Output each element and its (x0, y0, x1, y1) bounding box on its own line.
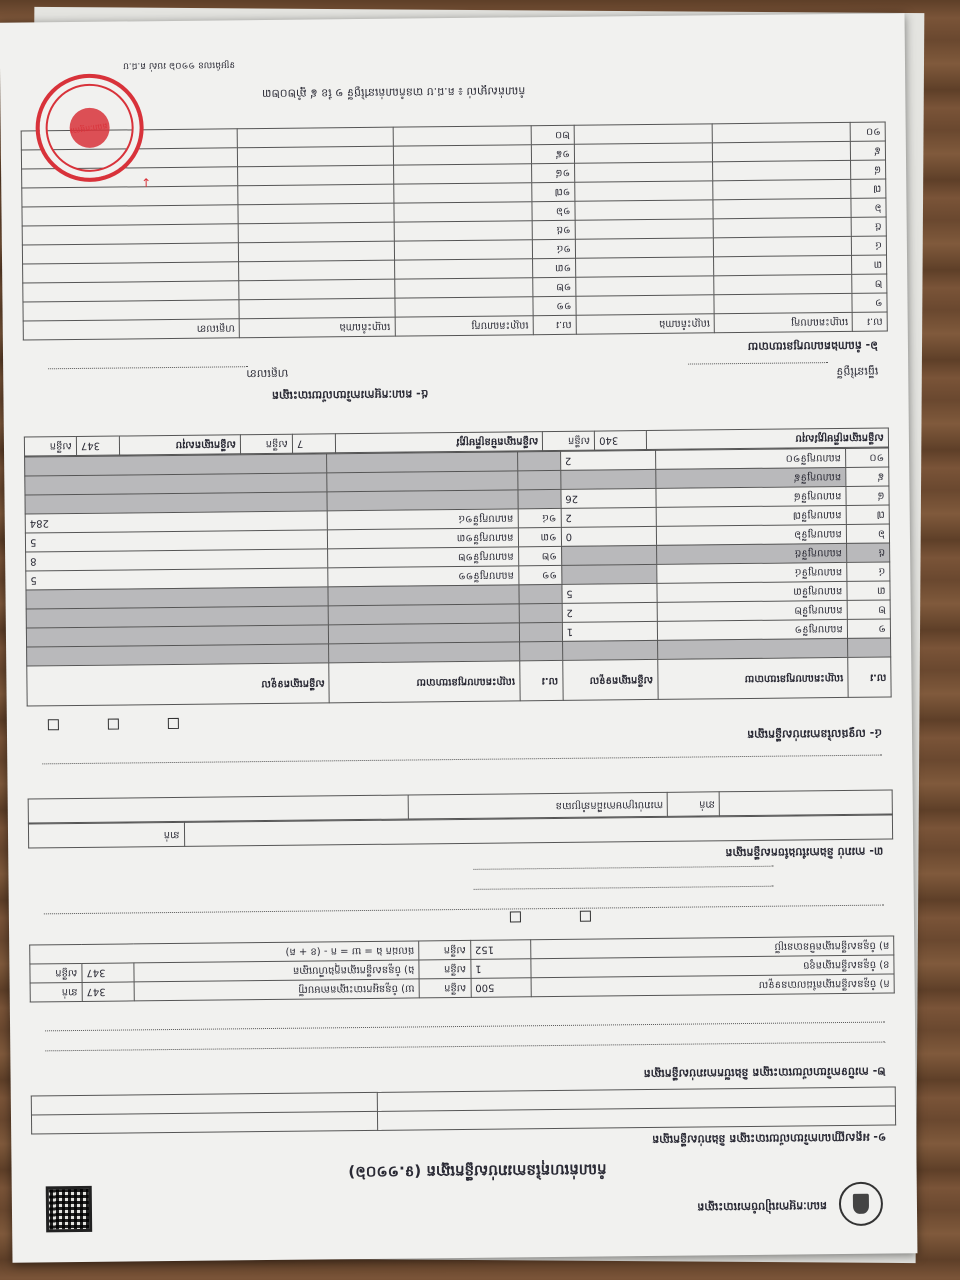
row-votes: 284 (25, 511, 328, 533)
counting-place-note: ការរាប់ក្រោមការដឹកនាំប្រធាន (408, 792, 667, 819)
rep-row-no: ៩ (851, 141, 886, 160)
rep-row-no: ៣ (852, 255, 887, 274)
checkbox-no[interactable] (580, 911, 591, 922)
verification-line (44, 905, 884, 928)
received-ballots-label: ក) ចំនួនសន្លឹកឆ្នោតដែលបានទទួល (531, 974, 894, 997)
row-party: គណបក្សទី១១ (328, 566, 518, 587)
closing-note-line (45, 1022, 885, 1045)
results-table (24, 427, 892, 706)
representatives-table (21, 121, 888, 340)
unused-ballots-value: 152 (470, 940, 531, 960)
rep-row-no2: ២០ (531, 125, 574, 144)
rep-col-no: ល.រ (853, 312, 888, 331)
rep-row-no2: ១៣ (532, 258, 575, 277)
spoiled-ballots-value: 1 (471, 959, 532, 979)
spoiled-ballots-label: ខ) ចំនួនសន្លឹកឆ្នោតខូច (531, 955, 894, 978)
results-col-votes: សន្លឹកឆ្នោតទទួល (562, 659, 657, 700)
observation-line-1 (474, 886, 774, 903)
registered-voters-unit: នាក់ (30, 982, 82, 1002)
row-party: គណបក្សទី១៣ (328, 528, 518, 549)
row-votes: 1 (562, 621, 657, 641)
row-no: ៦ (846, 524, 889, 543)
total-all-label: សន្លឹកឆ្នោតសរុប (119, 435, 240, 455)
rep-row-no2: ១៦ (532, 201, 575, 220)
row-votes: 26 (561, 488, 656, 508)
rep-col-no2: ល.រ (533, 315, 576, 334)
row-votes: 5 (25, 530, 328, 552)
row-no: ១៤ (518, 508, 561, 527)
row-party: គណបក្សទី៨ (656, 486, 846, 507)
ballots-in-box-unit: សន្លឹក (30, 963, 82, 983)
row-no: ១២ (518, 546, 561, 565)
section1-table (31, 1086, 896, 1134)
counting-supervisor-cell (28, 795, 408, 823)
rep-col-rep2: ឈ្មោះតំណាង (239, 317, 395, 338)
checkbox-yes[interactable] (510, 911, 521, 922)
row-party: គណបក្សទី១០ (655, 448, 845, 469)
issuer: គណៈកម្មការរៀបចំការបោះឆ្នោត (697, 1199, 828, 1214)
row-party: គណបក្សទី១២ (328, 547, 518, 568)
section5-title: ៥- គណៈកម្មការការិយាល័យបោះឆ្នោត (271, 387, 429, 402)
counting-place-cell (719, 790, 892, 816)
seal-text: គណៈកម្មការ (69, 121, 108, 136)
row-votes: 5 (562, 583, 657, 603)
checkbox-option-2[interactable] (108, 719, 119, 730)
ballot-formula: ផលដក ង = ឃ = ក - (ខ + គ) (30, 941, 419, 964)
registered-voters-label: ឃ) ចំនួនអ្នកបោះឆ្នោតតាមបញ្ជី (134, 979, 419, 1001)
province-cell (31, 1092, 377, 1115)
row-party: គណបក្សទី៤ (656, 562, 846, 583)
rep-col-party2: ឈ្មោះគណបក្ស (395, 316, 533, 336)
results-col-party2: ឈ្មោះគណបក្សនយោបាយ (329, 661, 519, 703)
unused-ballots-label: គ) ចំនួនសន្លឹកឆ្នោតមិនបានប្រើ (531, 936, 894, 959)
official-seal-stamp (35, 73, 144, 182)
rep-row-no: ១០ (851, 122, 886, 141)
row-party: គណបក្សទី៩ (655, 467, 845, 488)
signature-line (48, 366, 248, 370)
row-no: ៨ (846, 486, 889, 505)
rep-row-no: ៤ (852, 236, 887, 255)
results-col-no: ល.រ (848, 657, 892, 697)
ballots-in-box-value: 347 (82, 963, 134, 983)
date-label: ធ្វើនៅថ្ងៃទី (836, 364, 879, 379)
rep-col-party: ឈ្មោះគណបក្ស (714, 312, 852, 332)
spoiled-ballots-unit: សន្លឹក (419, 959, 471, 979)
row-party: គណបក្សទី៣ (657, 581, 847, 602)
section4-title: ៤- លទ្ធផលនៃការរាប់សន្លឹកឆ្នោត (747, 726, 883, 741)
total-invalid-label: សន្លឹកឆ្នោតមិនត្រឹមត្រូវ (335, 432, 543, 453)
row-votes (560, 469, 655, 489)
rep-row-no: ៦ (851, 198, 886, 217)
row-votes (561, 564, 656, 584)
received-ballots-value: 500 (471, 978, 532, 998)
row-votes: 8 (26, 549, 329, 571)
row-no: ១ (847, 619, 890, 638)
results-col-votes2: សន្លឹកឆ្នោតទទួល (27, 663, 330, 706)
observation-line-2 (473, 866, 773, 883)
rep-row-no: ២ (852, 274, 887, 293)
row-votes (561, 545, 656, 565)
row-party: គណបក្សទី១៤ (328, 509, 518, 530)
signature-label: ហត្ថលេខា (246, 366, 289, 381)
rep-row-no2: ១៥ (532, 220, 575, 239)
row-no: ៧ (846, 505, 889, 524)
polling-station-code-cell (31, 1111, 377, 1134)
section6-title: ៦- តំណាងគណបក្សនយោបាយ (747, 338, 879, 353)
row-votes: 5 (26, 568, 329, 590)
footer-note: កំណត់សម្គាល់ ៖ គ.ជ.ប បានកំណត់នៅថ្ងៃទី ១ ខែ ៩ ឆ្នាំ២០២៣ (261, 84, 526, 101)
rep-row-no: ៧ (851, 179, 886, 198)
rep-row-no2: ១៨ (531, 163, 574, 182)
registered-voters-value: 347 (82, 982, 134, 1002)
closing-time-line (45, 1042, 885, 1065)
form-paper (0, 13, 917, 1262)
row-party: គណបក្សទី១ (657, 619, 847, 640)
rep-row-no: ១ (852, 293, 887, 312)
results-col-no2: ល.រ (519, 660, 563, 700)
total-valid-unit: សន្លឹក (543, 431, 595, 451)
row-party: គណបក្សទី៥ (656, 543, 846, 564)
complaint-line (42, 755, 882, 778)
section3-title: ៣- ការរាប់ និងការបែងចែកសន្លឹកឆ្នោត (725, 844, 884, 860)
counting-place-unit: នាក់ (668, 792, 720, 817)
row-no: ៣ (847, 581, 890, 600)
row-no: ៤ (847, 562, 890, 581)
unused-ballots-unit: សន្លឹក (418, 940, 470, 960)
total-all-value: 347 (76, 436, 119, 455)
rep-col-sign: ហត្ថលេខា (23, 319, 239, 340)
date-line (688, 362, 828, 365)
form-code: ទម្រង់លេខ ១១០៦ របស់ គ.ជ.ប (123, 59, 236, 71)
form-sheet-upside-down (20, 34, 898, 1243)
qr-code-icon (46, 1186, 92, 1232)
row-no: ៩ (846, 467, 889, 486)
rep-row-no: ៨ (851, 160, 886, 179)
total-valid-value: 340 (595, 431, 647, 451)
row-no: ៥ (846, 543, 889, 562)
section1-title: ១- អត្តសញ្ញាណការិយាល័យបោះឆ្នោត និងរាប់សន្លឹកឆ្នោត (652, 1130, 887, 1146)
rep-row-no2: ១១ (533, 296, 576, 315)
row-no: ១១ (518, 565, 561, 584)
total-invalid-value: 7 (292, 434, 335, 453)
rep-row-no2: ១២ (533, 277, 576, 296)
form-title: កំណត់ហេតុនៃការរាប់សន្លឹកឆ្នោត (ទ.១១០៦) (348, 1160, 607, 1182)
row-votes: 2 (560, 450, 655, 470)
total-all-unit: សន្លឹក (24, 436, 76, 456)
section2-table (29, 935, 895, 1002)
red-ink-mark: ↓ (141, 175, 152, 190)
row-party: គណបក្សទី៦ (656, 524, 846, 545)
section3-table (28, 789, 893, 848)
row-no: ១០ (845, 448, 888, 467)
rep-row-no2: ១៩ (531, 144, 574, 163)
section2-title: ២- ការបិទការិយាល័យបោះឆ្នោត និងបើកការរាប់សន្លឹកឆ្នោត (643, 1064, 886, 1081)
received-ballots-unit: សន្លឹក (419, 978, 471, 998)
row-votes: 2 (561, 507, 656, 527)
rep-row-no2: ១៧ (532, 182, 575, 201)
emblem-icon (839, 1182, 883, 1226)
ballots-in-box-label: ង) ចំនួនសន្លឹកឆ្នោតក្នុងហឹបឆ្នោត (134, 960, 419, 982)
rep-row-no: ៥ (852, 217, 887, 236)
row-no: ១៣ (518, 527, 561, 546)
total-invalid-unit: សន្លឹក (240, 434, 292, 454)
row-party: គណបក្សទី២ (657, 600, 847, 621)
results-col-party: ឈ្មោះគណបក្សនយោបាយ (657, 657, 847, 699)
checkbox-option-3[interactable] (48, 719, 59, 730)
row-votes: 0 (561, 526, 656, 546)
rep-col-rep: ឈ្មោះតំណាង (576, 314, 714, 334)
row-party: គណបក្សទី៧ (656, 505, 846, 526)
total-valid-label: សន្លឹកឆ្នោតត្រឹមត្រូវសរុប (646, 428, 888, 450)
checkbox-option-1[interactable] (168, 718, 179, 729)
row-votes: 2 (562, 602, 657, 622)
row-no: ២ (847, 600, 890, 619)
rep-row-no2: ១៤ (532, 239, 575, 258)
counting-method-unit: នាក់ (28, 822, 184, 848)
